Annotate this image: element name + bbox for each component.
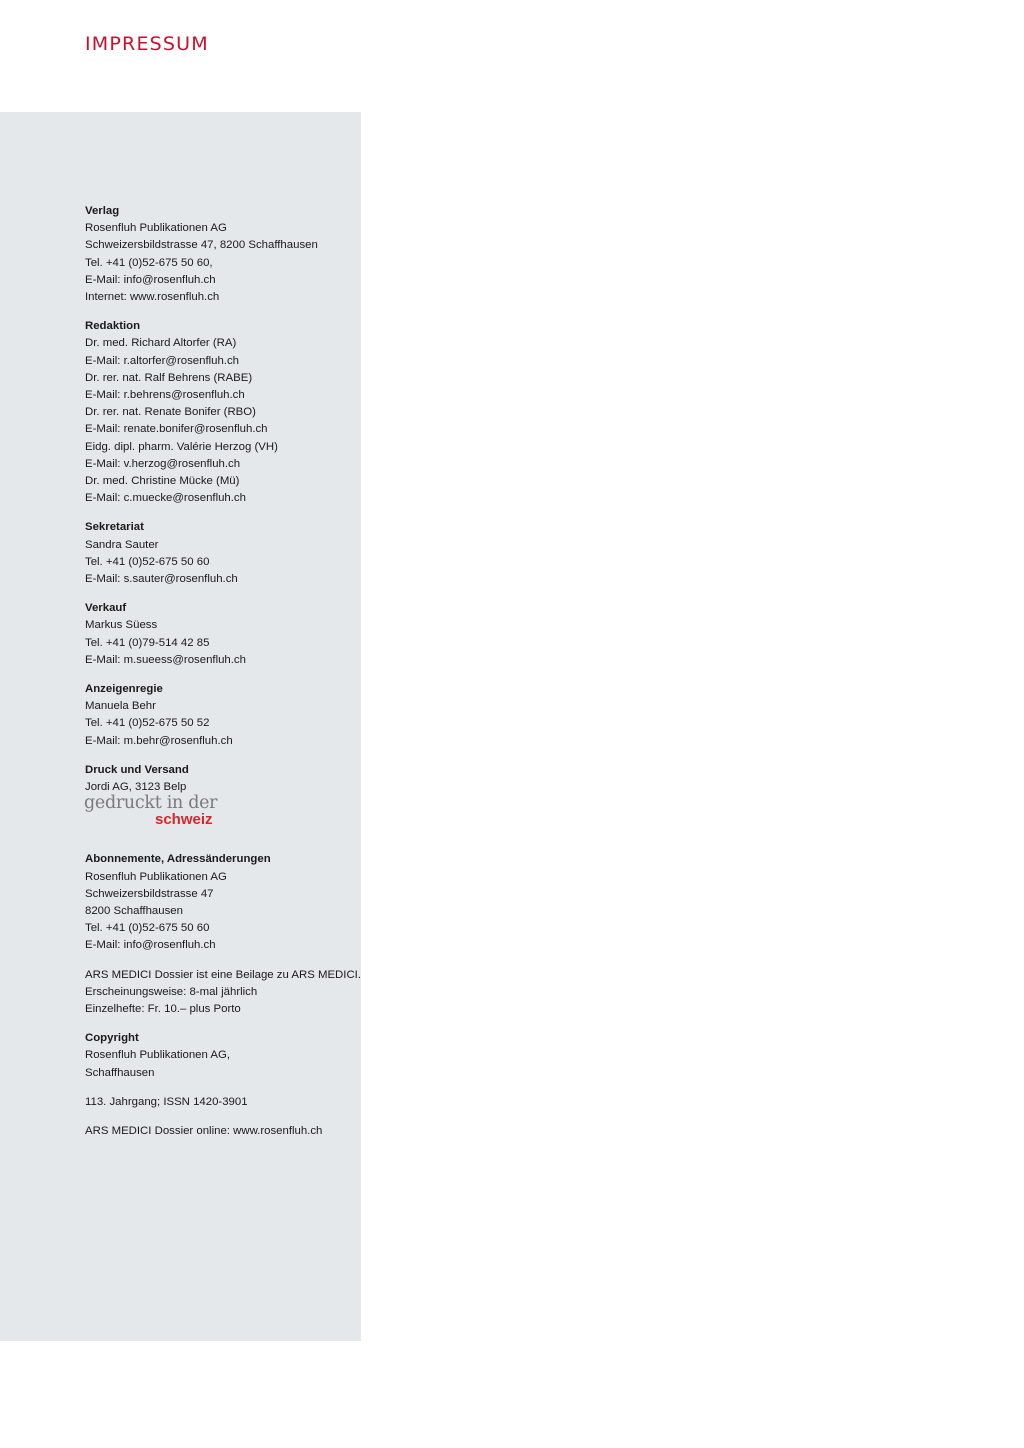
section-beilage: [85, 967, 361, 1019]
text-line: Manuela Behr: [85, 700, 156, 713]
text-line: Dr. med. Christine Mücke (Mü): [85, 475, 240, 488]
email-link[interactable]: E-Mail: info@rosenfluh.ch: [85, 939, 216, 952]
text-line: Einzelhefte: Fr. 10.– plus Porto: [85, 1002, 241, 1015]
text-line: Schaffhausen: [85, 1066, 155, 1079]
section-abonnemente: [85, 851, 355, 954]
section-druck: [85, 762, 355, 796]
email-link[interactable]: E-Mail: r.behrens@rosenfluh.ch: [85, 389, 245, 402]
section-anzeigenregie: [85, 681, 355, 750]
section-verlag: [85, 203, 355, 306]
text-line: Eidg. dipl. pharm. Valérie Herzog (VH): [85, 440, 278, 453]
page-title: IMPRESSUM: [85, 33, 209, 55]
section-copyright: [85, 1030, 355, 1082]
text-line: ARS MEDICI Dossier ist eine Beilage zu ARS MEDICI.: [85, 968, 361, 981]
email-link[interactable]: E-Mail: r.altorfer@rosenfluh.ch: [85, 354, 240, 367]
text-line: Tel. +41 (0)52-675 50 60,: [85, 256, 213, 269]
text-line: Tel. +41 (0)52-675 50 52: [85, 717, 210, 730]
text-line: Rosenfluh Publikationen AG: [85, 222, 227, 235]
section-online: [85, 1123, 355, 1140]
section-heading: Sekretariat: [85, 521, 144, 534]
impressum-content: [84, 203, 361, 1152]
text-line: Dr. med. Richard Altorfer (RA): [85, 337, 237, 350]
section-verkauf: [85, 600, 355, 669]
email-link[interactable]: E-Mail: m.sueess@rosenfluh.ch: [85, 653, 246, 666]
text-line: Tel. +41 (0)79-514 42 85: [85, 636, 210, 649]
section-sekretariat: [85, 519, 355, 588]
text-line: Markus Süess: [85, 619, 158, 632]
email-link[interactable]: E-Mail: c.muecke@rosenfluh.ch: [85, 492, 246, 505]
website-link[interactable]: Internet: www.rosenfluh.ch: [85, 291, 220, 304]
text-line: Dr. rer. nat. Ralf Behrens (RABE): [85, 371, 253, 384]
section-heading: Redaktion: [85, 320, 141, 333]
section-heading: Verlag: [85, 205, 120, 217]
email-link[interactable]: E-Mail: s.sauter@rosenfluh.ch: [85, 573, 238, 586]
text-line: Tel. +41 (0)52-675 50 60: [85, 555, 210, 568]
text-line: Sandra Sauter: [85, 538, 159, 551]
text-line: Erscheinungsweise: 8-mal jährlich: [85, 985, 258, 998]
text-line: Rosenfluh Publikationen AG: [85, 870, 227, 883]
text-line: Tel. +41 (0)52-675 50 60: [85, 922, 210, 935]
text-line: 113. Jahrgang; ISSN 1420-3901: [85, 1095, 248, 1108]
email-link[interactable]: E-Mail: info@rosenfluh.ch: [85, 273, 216, 286]
text-line: Jordi AG, 3123 Belp: [85, 781, 187, 794]
text-line: Schweizersbildstrasse 47: [85, 887, 214, 900]
section-jahrgang: [85, 1094, 355, 1111]
section-heading: Abonnemente, Adressänderungen: [85, 853, 271, 866]
text-line: Rosenfluh Publikationen AG,: [85, 1049, 231, 1062]
email-link[interactable]: E-Mail: renate.bonifer@rosenfluh.ch: [85, 423, 268, 436]
logo-text-line2: schweiz: [155, 811, 213, 829]
section-heading: Druck und Versand: [85, 763, 189, 776]
section-heading: Verkauf: [85, 602, 127, 615]
section-heading: Anzeigenregie: [85, 683, 163, 696]
email-link[interactable]: E-Mail: v.herzog@rosenfluh.ch: [85, 457, 241, 470]
website-link[interactable]: ARS MEDICI Dossier online: www.rosenfluh.ch: [85, 1124, 323, 1137]
text-line: 8200 Schaffhausen: [85, 904, 183, 917]
gedruckt-in-der-schweiz-logo: [84, 793, 355, 831]
text-line: Dr. rer. nat. Renate Bonifer (RBO): [85, 406, 256, 419]
section-redaktion: [85, 318, 355, 507]
email-link[interactable]: E-Mail: m.behr@rosenfluh.ch: [85, 734, 233, 747]
section-heading: Copyright: [85, 1032, 139, 1045]
text-line: Schweizersbildstrasse 47, 8200 Schaffhausen: [85, 239, 318, 252]
logo-text-line1: gedruckt in der: [84, 793, 218, 814]
